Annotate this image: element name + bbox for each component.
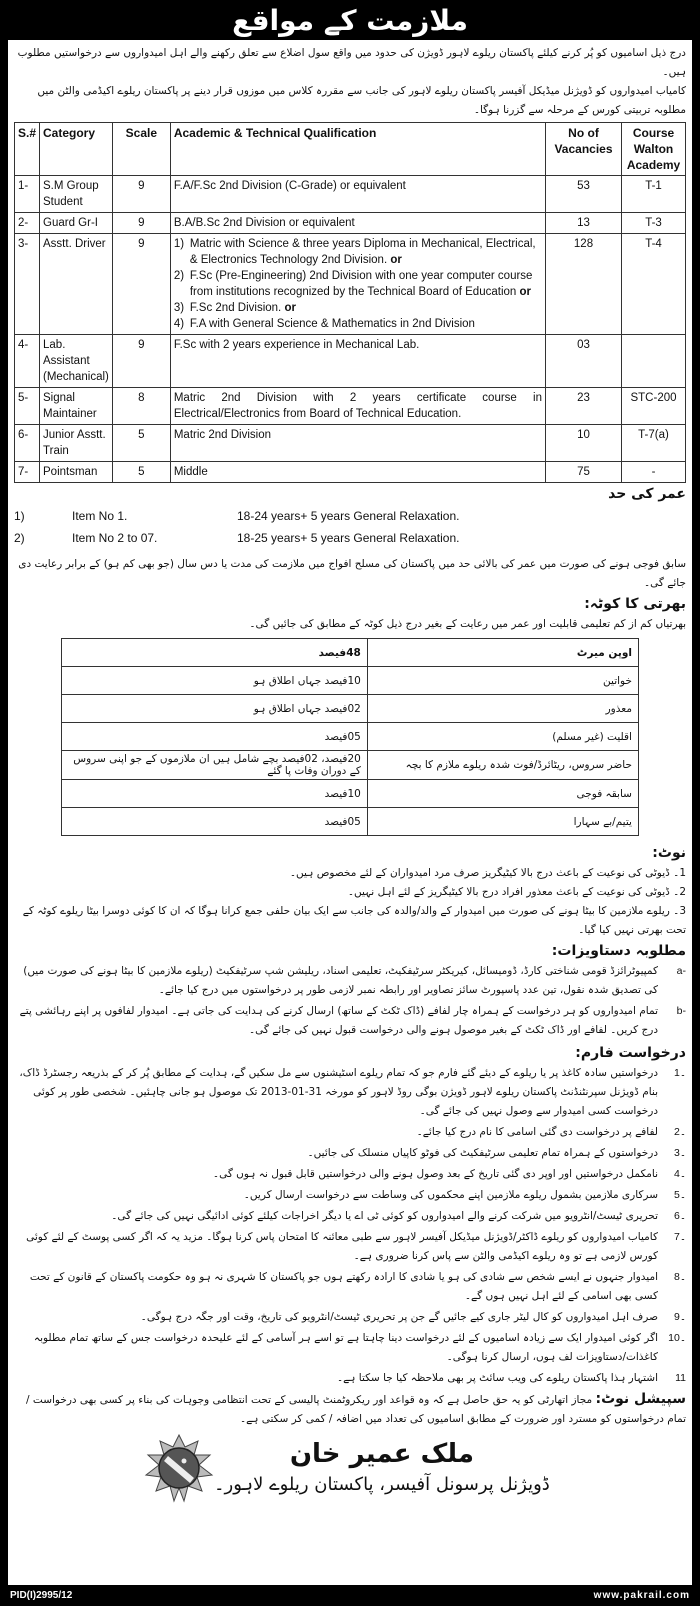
cell-scale: 9 (112, 213, 170, 234)
documents-list (14, 962, 686, 1040)
age-limit-row: 2) Item No 2 to 07. 18-25 years+ 5 years General Relaxation. (14, 531, 460, 545)
table-header-row (15, 123, 686, 176)
quota-intro: بھرتیاں کم از کم تعلیمی قابلیت اور عمر میں رعایت کے بغیر درج ذیل کوٹہ کے مطابق کی جائیں گی۔ (249, 618, 686, 630)
instruction-item: 3۔ درخواستوں کے ہمراہ تمام تعلیمی سرٹیفکیٹ کی فوٹو کاپیاں منسلک کی جائیں۔ (307, 1147, 686, 1159)
website-link[interactable]: www.pakrail.com (593, 1590, 690, 1601)
cell-sno: 6- (15, 425, 40, 462)
col-course: Course Walton Academy (622, 123, 686, 176)
signatory (214, 1437, 550, 1499)
qualification-option: 4) F.A with General Science & Mathematics in 2nd Division (173, 318, 475, 330)
cell-course: T-4 (622, 234, 686, 335)
quota-row: خواتین 10فیصد جہاں اطلاق ہو (62, 667, 639, 695)
notes-section (14, 842, 686, 940)
cell-vacancies: 128 (546, 234, 622, 335)
cell-sno: 2- (15, 213, 40, 234)
cell-qualification: F.A/F.Sc 2nd Division (C-Grade) or equivalent (170, 176, 545, 213)
cell-course: T-3 (622, 213, 686, 234)
intro-line-2: کامیاب امیدواروں کو ڈویژنل میڈیکل آفیسر پاکستان ریلوے لاہور کی جانب سے مقررہ کلاس میں موزوں قرار دینے پر پاکستان ریلوے اکیڈمی والٹن میں مطلوبہ تربیتی کورس کے مرحلہ سے گزرنا ہوگا۔ (37, 85, 686, 116)
cell-course: T-7(a) (622, 425, 686, 462)
instruction-item: 9۔ صرف اہل امیدواروں کو کال لیٹر جاری کیے جائیں گے جن پر تحریری ٹیسٹ/انٹرویو کی تاریخ، وقت اور جگہ درج ہوگی۔ (140, 1311, 686, 1323)
instruction-item: 8۔ امیدوار جنہوں نے ایسے شخص سے شادی کی ہو یا شادی کا ارادہ رکھتے ہوں جو پاکستان کا شہری نہ ہو وہ حکومت پاکستان کے قانون کے تحت کسی بھی اسامی کے لئے اہل نہیں ہوں گے۔ (29, 1271, 686, 1302)
instruction-item: 4۔ نامکمل درخواستیں اور اوپر دی گئی تاریخ کے بعد وصول ہونے والی درخواستیں قابل قبول نہ ہوں گی۔ (212, 1168, 686, 1180)
signatory-designation: ڈویژنل پرسونل آفیسر، پاکستان ریلوے لاہور۔ (214, 1474, 550, 1495)
cell-sno: 4- (15, 335, 40, 388)
qualification-option: 2) F.Sc (Pre-Engineering) 2nd Division with one year computer course from institutions recognized by the Technical Board of Education or (173, 270, 533, 298)
vacancies-table (14, 122, 686, 483)
quota-row: یتیم/بے سہارا 05فیصد (62, 808, 639, 836)
note-item: 3۔ ریلوے ملازمین کا بیٹا ہونے کی صورت میں امیدوار کے والد/والدہ کی جانب سے ایک بیان حلفی جمع کرانا ہوگا کہ ان کا کوئی دوسرا بیٹا ریلوے کوٹہ کے تحت بھرتی نہیں کیا گیا۔ (22, 905, 686, 936)
age-limit-list (14, 505, 686, 549)
pid-number: PID(I)2995/12 (10, 1590, 73, 1601)
ad-footer (6, 1585, 694, 1606)
application-form-heading: درخواست فارم: (575, 1045, 686, 1061)
cell-vacancies: 10 (546, 425, 622, 462)
table-row (15, 388, 686, 425)
cell-qualification: F.Sc with 2 years experience in Mechanical Lab. (170, 335, 545, 388)
cell-course: - (622, 462, 686, 483)
cell-category: Pointsman (40, 462, 113, 483)
cell-scale: 8 (112, 388, 170, 425)
col-qualification: Academic & Technical Qualification (170, 123, 545, 176)
age-relaxation-note: سابق فوجی ہونے کی صورت میں عمر کی بالائی حد میں پاکستان کی مسلح افواج میں ملازمت کی مدت یا دس سال (جو بھی کم ہو) کے برابر رعایت دی جائے گی۔ (18, 558, 686, 589)
cell-vacancies: 03 (546, 335, 622, 388)
ad-title: ملازمت کے مواقع (232, 3, 468, 37)
cell-category: Asstt. Driver (40, 234, 113, 335)
cell-vacancies: 23 (546, 388, 622, 425)
cell-qualification: Matric 2nd Division (170, 425, 545, 462)
ad-body (6, 40, 694, 1585)
quota-row: سابقہ فوجی 10فیصد (62, 780, 639, 808)
note-item: 1۔ ڈیوٹی کی نوعیت کے باعث درج بالا کیٹیگریز صرف مرد امیدواران کے لئے مخصوص ہیں۔ (289, 867, 686, 879)
cell-sno: 3- (15, 234, 40, 335)
special-note-label: سپیشل نوٹ: (595, 1391, 686, 1407)
cell-scale: 5 (112, 462, 170, 483)
qualification-option: 1) Matric with Science & three years Diploma in Mechanical, Electrical, & Electronics Technology 2nd Division. or (173, 238, 536, 266)
cell-scale: 9 (112, 176, 170, 213)
ad-title-banner (6, 0, 694, 40)
cell-category: Guard Gr-I (40, 213, 113, 234)
quota-table (61, 638, 639, 836)
instruction-item: 1۔ درخواستیں سادہ کاغذ پر یا ریلوے کے دیئے گئے فارم جو کہ تمام ریلوے اسٹیشنوں سے مل سکیں گے، ہدایت کے مطابق پُر کر کے بذریعہ رجسٹرڈ ڈاک، بنام ڈویژنل سپرنٹنڈنٹ پاکستان ریلوے لاہور ڈویژن بوگی روڈ لاہور کو مورخہ 31-01-2013 تک موصول ہو جانی چاہئیں۔ شخصی طور پر کوئی درخواست کسی امیدوار سے وصول نہیں کی جائے گی۔ (19, 1067, 686, 1117)
cell-sno: 5- (15, 388, 40, 425)
col-scale: Scale (112, 123, 170, 176)
signatory-name: ملک عمیر خان (289, 1439, 474, 1469)
notes-heading: نوٹ: (652, 845, 686, 861)
quota-section (14, 593, 686, 836)
table-row (15, 462, 686, 483)
pakistan-railways-emblem-icon (144, 1433, 214, 1503)
cell-qualification: Middle (170, 462, 545, 483)
cell-qualification: B.A/B.Sc 2nd Division or equivalent (170, 213, 545, 234)
cell-sno: 1- (15, 176, 40, 213)
cell-category: Lab. Assistant (Mechanical) (40, 335, 113, 388)
cell-scale: 5 (112, 425, 170, 462)
quota-row: اقلیت (غیر مسلم) 05فیصد (62, 723, 639, 751)
intro-line-1: درج ذیل اسامیوں کو پُر کرنے کیلئے پاکستان ریلوے لاہور ڈویژن کی حدود میں واقع سول اضلاع سے تعلق رکھنے والے اہل امیدواروں سے درخواستیں مطلوب ہیں۔ (17, 47, 686, 78)
cell-scale: 9 (112, 234, 170, 335)
qualification-options (174, 236, 542, 332)
instruction-item: 11 اشتہار ہذا پاکستان ریلوے کی ویب سائٹ پر بھی ملاحظہ کیا جا سکتا ہے۔ (336, 1372, 686, 1384)
cell-qualification (170, 234, 545, 335)
signature-block (14, 1433, 686, 1503)
note-item: 2۔ ڈیوٹی کی نوعیت کے باعث معذور افراد درج بالا کیٹیگریز کے لئے اہل نہیں۔ (347, 886, 686, 898)
cell-sno: 7- (15, 462, 40, 483)
cell-course (622, 335, 686, 388)
application-instructions (14, 1064, 686, 1388)
cell-category: S.M Group Student (40, 176, 113, 213)
col-sno: S.# (15, 123, 40, 176)
age-limit-heading: عمر کی حد (608, 486, 686, 502)
instruction-item: 6۔ تحریری ٹیسٹ/انٹرویو میں شرکت کرنے والے امیدواروں کو کوئی ٹی اے یا دیگر اخراجات کیلئے کوئی ادائیگی نہیں کی جائے گی۔ (111, 1210, 686, 1222)
special-note (14, 1390, 686, 1429)
cell-scale: 9 (112, 335, 170, 388)
instruction-item: 7۔ کامیاب امیدواروں کو ریلوے ڈاکٹر/ڈویژنل میڈیکل آفیسر لاہور سے طبی معائنہ کا امتحان پاس کرنا ہوگا۔ مزید یہ کہ اگر کسی پوسٹ کے لئے کوئی کورس لازمی ہے تو وہ ریلوے اکیڈمی والٹن سے پاس کرنا ضروری ہے۔ (26, 1231, 686, 1262)
quota-row: حاضر سروس، ریٹائرڈ/فوت شدہ ریلوے ملازم کا بچہ 20فیصد، 02فیصد بچے شامل ہیں ان ملازموں کے جو اپنی سروس کے دوران وفات پا گئے (62, 751, 639, 780)
documents-heading: مطلوبہ دستاویزات: (551, 943, 686, 959)
table-row (15, 213, 686, 234)
qualification-option: 3) F.Sc 2nd Division. or (173, 302, 296, 314)
cell-qualification: Matric 2nd Division with 2 years certificate course in Electrical/Electronics from Board of Technical Education. (170, 388, 545, 425)
age-limit-row: 1) Item No 1. 18-24 years+ 5 years General Relaxation. (14, 509, 460, 523)
quota-row: معذور 02فیصد جہاں اطلاق ہو (62, 695, 639, 723)
table-row (15, 234, 686, 335)
document-item: b- تمام امیدواروں کو ہر درخواست کے ہمراہ چار لفافے (ڈاک ٹکٹ کے ساتھ) ارسال کرنے کی ہدایت کی جاتی ہے۔ امیدوار لفافوں پر اپنے رہائشی پتے درج کریں۔ لفافے اور ڈاک ٹکٹ کے بغیر موصول ہونے والی درخواست قبول نہیں کی جائے گی۔ (19, 1005, 686, 1036)
instruction-item: 10۔ اگر کوئی امیدوار ایک سے زیادہ اسامیوں کے لئے درخواست دینا چاہتا ہے تو اسے ہر آسامی کے لئے علیحدہ درخواست جس کے ساتھ تمام مطلوبہ کاغذات/دستاویزات لف ہوں، ارسال کرنا ہوگی۔ (33, 1332, 686, 1363)
instruction-item: 2۔ لفافے پر درخواست دی گئی اسامی کا نام درج کیا جائے۔ (416, 1126, 686, 1138)
cell-category: Junior Asstt. Train (40, 425, 113, 462)
col-category: Category (40, 123, 113, 176)
document-item: a- کمپیوٹرائزڈ قومی شناختی کارڈ، ڈومیسائل، کیریکٹر سرٹیفکیٹ، تعلیمی اسناد، ریلیشن شپ سرٹیفکیٹ (ریلوے ملازمین کا بیٹا ہونے کی صورت میں) کی تصدیق شدہ نقول، تین عدد پاسپورٹ سائز تصاویر اور رابطہ نمبر لازمی طور پر درخواستوں میں درج کیا جائے۔ (23, 965, 686, 996)
cell-vacancies: 75 (546, 462, 622, 483)
table-row (15, 176, 686, 213)
quota-row: اوپن میرٹ 48فیصد (62, 639, 639, 667)
quota-heading: بھرتی کا کوٹہ: (584, 596, 686, 612)
special-note-text: مجاز اتھارٹی کو یہ حق حاصل ہے کہ وہ قواعد اور ریکروٹمنٹ پالیسی کے تحت انتظامی وجوہات کی بناء پر کسی بھی درخواست / تمام درخواستوں کو مسترد اور ضرورت کے مطابق اسامیوں کی تعداد میں اضافہ / کمی کر سکتی ہے۔ (26, 1394, 686, 1425)
table-row (15, 425, 686, 462)
application-form-section (14, 1042, 686, 1388)
cell-vacancies: 13 (546, 213, 622, 234)
cell-vacancies: 53 (546, 176, 622, 213)
instruction-item: 5۔ سرکاری ملازمین بشمول ریلوے ملازمین اپنے محکموں کی وساطت سے درخواست ارسال کریں۔ (243, 1189, 686, 1201)
cell-course: STC-200 (622, 388, 686, 425)
table-row (15, 335, 686, 388)
documents-section (14, 940, 686, 1040)
col-vacancies: No of Vacancies (546, 123, 622, 176)
cell-course: T-1 (622, 176, 686, 213)
age-limit-section (14, 483, 686, 593)
cell-category: Signal Maintainer (40, 388, 113, 425)
